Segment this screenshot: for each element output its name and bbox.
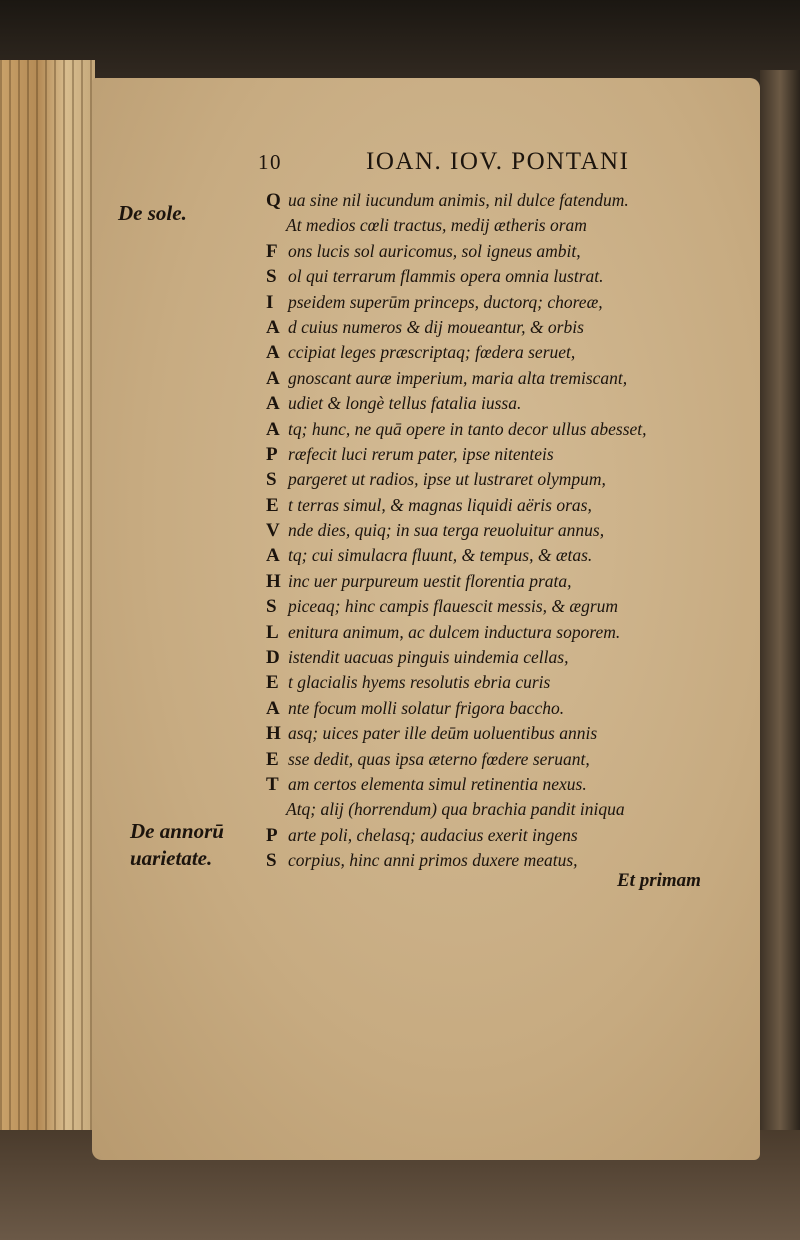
verse-initial: D xyxy=(266,647,280,669)
verse-line xyxy=(258,467,728,492)
verse-text: ræfecit luci rerum pater, ipse nitenteis xyxy=(288,443,554,464)
verse-initial: E xyxy=(266,494,279,516)
side-note-line: De sole. xyxy=(118,201,187,225)
verse-line xyxy=(258,340,728,365)
verse-text: corpius, hinc anni primos duxere meatus, xyxy=(288,850,578,871)
verse-initial: P xyxy=(266,824,278,846)
verse-line xyxy=(258,518,728,543)
verse-line xyxy=(258,264,728,289)
side-note-de-annorum-uarietate xyxy=(130,818,224,872)
verse-initial: H xyxy=(266,570,281,592)
verse-line xyxy=(258,797,728,822)
verse-line xyxy=(258,315,728,340)
verse-text: asq; uices pater ille deūm uoluentibus annis xyxy=(288,723,598,744)
running-header xyxy=(258,148,728,184)
verse-line xyxy=(258,721,728,746)
verse-initial: S xyxy=(266,850,277,872)
verse-line xyxy=(258,391,728,416)
verse-line xyxy=(258,747,728,772)
verse-text: pseidem superūm princeps, ductorq; choreæ, xyxy=(288,291,603,312)
verse-initial: A xyxy=(266,697,280,719)
catchword: Et primam xyxy=(617,870,701,891)
verse-text: ol qui terrarum flammis opera omnia lustrat. xyxy=(288,266,604,287)
running-title: IOAN. IOV. PONTANI xyxy=(366,148,630,175)
side-note-line: uarietate. xyxy=(130,846,213,870)
verse-initial: I xyxy=(266,291,274,313)
verse-text: Atq; alij (horrendum) qua brachia pandit iniqua xyxy=(286,799,625,820)
side-note-de-sole xyxy=(118,200,187,227)
verse-line xyxy=(258,239,728,264)
verse-initial: A xyxy=(266,545,280,567)
page-edges-right xyxy=(760,70,800,1150)
page-edges-left xyxy=(0,60,95,1170)
verse-initial: A xyxy=(266,342,280,364)
verse-text: ua sine nil iucundum animis, nil dulce fatendum. xyxy=(288,190,629,210)
verse-initial: F xyxy=(266,240,278,262)
verse-line xyxy=(258,213,728,238)
verse-line xyxy=(258,493,728,518)
verse-initial: E xyxy=(266,748,279,770)
verse-text: piceaq; hinc campis flauescit messis, & ægrum xyxy=(288,596,619,617)
verse-text: d cuius numeros & dij moueantur, & orbis xyxy=(288,316,584,337)
verse-line xyxy=(258,620,728,645)
verse-initial: A xyxy=(266,393,280,415)
verse-text: pargeret ut radios, ipse ut lustraret olympum, xyxy=(288,469,606,490)
verse-text: ccipiat leges præscriptaq; fœdera seruet, xyxy=(288,342,576,363)
verse-text: enitura animum, ac dulcem inductura soporem. xyxy=(288,621,621,642)
verse-line xyxy=(258,569,728,594)
verse-initial: H xyxy=(266,723,281,745)
verse-initial: E xyxy=(266,672,279,694)
verse-block xyxy=(258,188,728,874)
verse-text: t glacialis hyems resolutis ebria curis xyxy=(288,672,551,693)
page-number: 10 xyxy=(258,150,282,174)
verse-text: nte focum molli solatur frigora baccho. xyxy=(288,697,565,718)
verse-text: sse dedit, quas ipsa æterno fœdere seruant, xyxy=(288,748,590,769)
verse-initial: T xyxy=(266,773,279,795)
verse-line xyxy=(258,823,728,848)
verse-text: tq; cui simulacra fluunt, & tempus, & ætas. xyxy=(288,545,593,566)
verse-initial: P xyxy=(266,443,278,465)
verse-text: gnoscant auræ imperium, maria alta tremiscant, xyxy=(288,367,628,388)
verse-line xyxy=(258,366,728,391)
verse-text: am certos elementa simul retinentia nexus. xyxy=(288,773,587,794)
verse-line xyxy=(258,696,728,721)
verse-line xyxy=(258,645,728,670)
verse-text: inc uer purpureum uestit florentia prata, xyxy=(288,570,572,591)
verse-text: udiet & longè tellus fatalia iussa. xyxy=(288,393,522,414)
verse-text: ons lucis sol auricomus, sol igneus ambit, xyxy=(288,240,581,261)
verse-line xyxy=(258,290,728,315)
side-note-line: De annorū xyxy=(130,819,224,843)
verse-initial: S xyxy=(266,266,277,288)
verse-initial: V xyxy=(266,520,280,542)
verse-line xyxy=(258,417,728,442)
verse-text: t terras simul, & magnas liquidi aëris oras, xyxy=(288,494,592,515)
verse-line xyxy=(258,772,728,797)
verse-line xyxy=(258,594,728,619)
verse-line xyxy=(258,543,728,568)
verse-initial: S xyxy=(266,596,277,618)
verse-initial: L xyxy=(266,621,279,643)
verse-text: istendit uacuas pinguis uindemia cellas, xyxy=(288,647,569,668)
verse-initial: Q xyxy=(266,190,281,211)
verse-text: tq; hunc, ne quā opere in tanto decor ullus abesset, xyxy=(288,418,647,439)
verse-text: At medios cœli tractus, medij ætheris oram xyxy=(286,215,587,236)
verse-line xyxy=(258,188,728,213)
verse-text: arte poli, chelasq; audacius exerit ingens xyxy=(288,824,578,845)
verse-initial: S xyxy=(266,469,277,491)
verse-line xyxy=(258,442,728,467)
verse-initial: A xyxy=(266,418,280,440)
verse-initial: A xyxy=(266,316,280,338)
verse-initial: A xyxy=(266,367,280,389)
verse-text: nde dies, quiq; in sua terga reuoluitur annus, xyxy=(288,520,605,541)
verse-line xyxy=(258,670,728,695)
